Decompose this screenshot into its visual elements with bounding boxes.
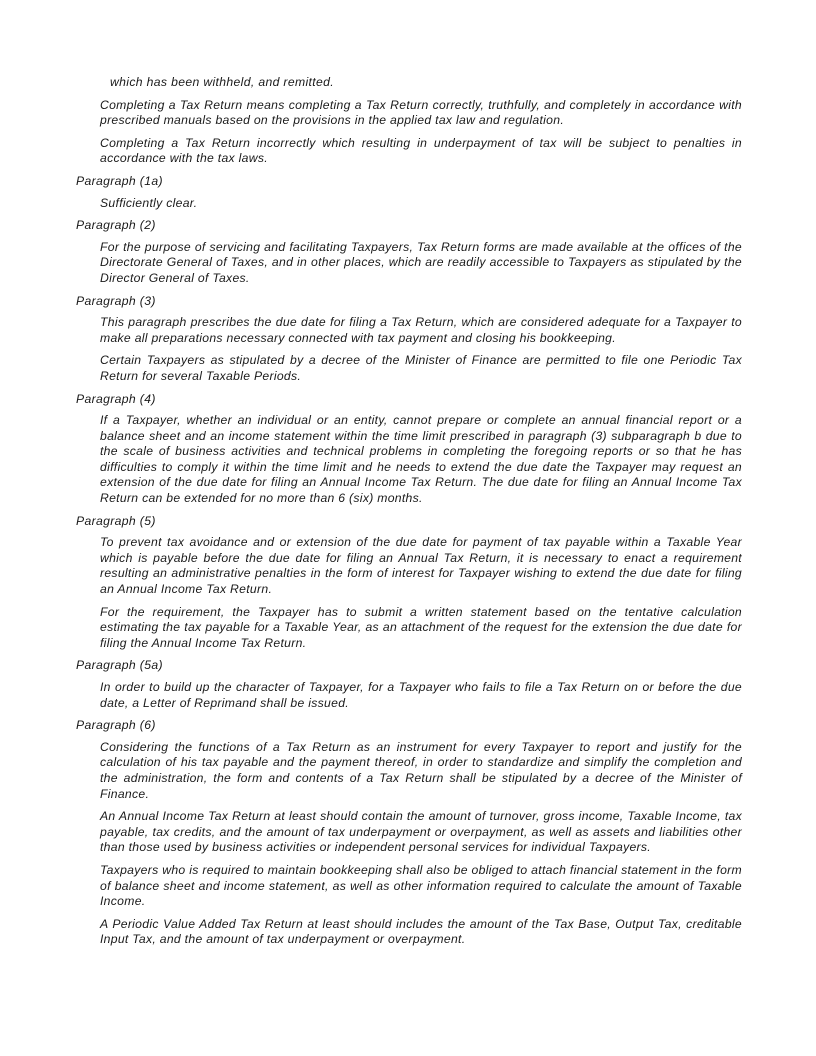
section-paragraph-3: [76, 294, 742, 385]
section-paragraph-2: [76, 218, 742, 286]
body-paragraph: Sufficiently clear.: [100, 195, 198, 210]
body-paragraph: Completing a Tax Return incorrectly which resulting in underpayment of tax will be subject to penalties in accordance with the tax laws.: [100, 135, 742, 166]
section-paragraph-5: [76, 514, 742, 652]
body-paragraph: In order to build up the character of Taxpayer, for a Taxpayer who fails to file a Tax Return on or before the due date, a Letter of Reprimand shall be issued.: [100, 680, 742, 710]
body-paragraph: Considering the functions of a Tax Return as an instrument for every Taxpayer to report and justify for the calculation of his tax payable and the payment thereof, in order to standardize and simplify the completion and the administration, the form and contents of a Tax Return shall be stipulated by a decree of the Minister of Finance.: [100, 739, 742, 801]
body-paragraph: If a Taxpayer, whether an individual or an entity, cannot prepare or complete an annual financial report or a balance sheet and an income statement within the time limit prescribed in paragraph (3) subparagraph b due to the scale of business activities and technical problems in completing the foregoing reports or so that he has difficulties to comply it within the time limit and he needs to extend the due date the Taxpayer may request an extension of the due date for filing an Annual Income Tax Return. The due date for filing an Annual Income Tax Return can be extended for no more than 6 (six) months.: [100, 413, 742, 506]
body-paragraph: To prevent tax avoidance and or extension of the due date for payment of tax payable within a Taxable Year which is payable before the due date for filing an Annual Tax Return, it is necessary to enact a requirement resulting an administrative penalties in the form of interest for Taxpayer wishing to extend the due date for filing an Annual Income Tax Return.: [100, 535, 742, 597]
body-paragraph: Certain Taxpayers as stipulated by a decree of the Minister of Finance are permitted to file one Periodic Tax Return for several Taxable Periods.: [100, 353, 742, 383]
continued-text: which has been withheld, and remitted.: [110, 75, 334, 89]
section-paragraph-1a: [76, 174, 742, 211]
body-paragraph: Taxpayers who is required to maintain bookkeeping shall also be obliged to attach financial statement in the form of balance sheet and income statement, as well as other information required to calculate the amount of Taxable Income.: [100, 862, 742, 909]
section-heading: Paragraph (4): [76, 391, 156, 406]
section-heading: Paragraph (2): [76, 218, 156, 233]
section-paragraph-5a: [76, 658, 742, 711]
section-heading: Paragraph (6): [76, 718, 156, 733]
section-heading: Paragraph (3): [76, 293, 156, 308]
body-paragraph: For the purpose of servicing and facilitating Taxpayers, Tax Return forms are made available at the offices of the Directorate General of Taxes, and in other places, which are readily accessible to Taxpayers as stipulated by the Director General of Taxes.: [100, 239, 742, 285]
section-heading: Paragraph (5a): [76, 658, 163, 673]
body-paragraph: For the requirement, the Taxpayer has to submit a written statement based on the tentative calculation estimating the tax payable for a Taxable Year, as an attachment of the request for the extension the due date for filing the Annual Income Tax Return.: [100, 604, 742, 650]
body-paragraph: This paragraph prescribes the due date for filing a Tax Return, which are considered adequate for a Taxpayer to make all preparations necessary connected with tax payment and closing his bookkeeping.: [100, 315, 742, 345]
section-heading: Paragraph (5): [76, 513, 156, 528]
body-paragraph: Completing a Tax Return means completing a Tax Return correctly, truthfully, and completely in accordance with prescribed manuals based on the provisions in the applied tax law and regulation.: [100, 97, 742, 128]
section-heading: Paragraph (1a): [76, 173, 163, 188]
document-body: [76, 75, 742, 955]
section-paragraph-6: [76, 718, 742, 948]
body-paragraph: A Periodic Value Added Tax Return at least should includes the amount of the Tax Base, Output Tax, creditable Input Tax, and the amount of tax underpayment or overpayment.: [100, 916, 742, 947]
body-paragraph: An Annual Income Tax Return at least should contain the amount of turnover, gross income, Taxable Income, tax payable, tax credits, and the amount of tax underpayment or overpayment, as well as assets and liabilities other than those used by business activities or independent personal services for individual Taxpayers.: [100, 809, 742, 855]
section-paragraph-4: [76, 392, 742, 507]
